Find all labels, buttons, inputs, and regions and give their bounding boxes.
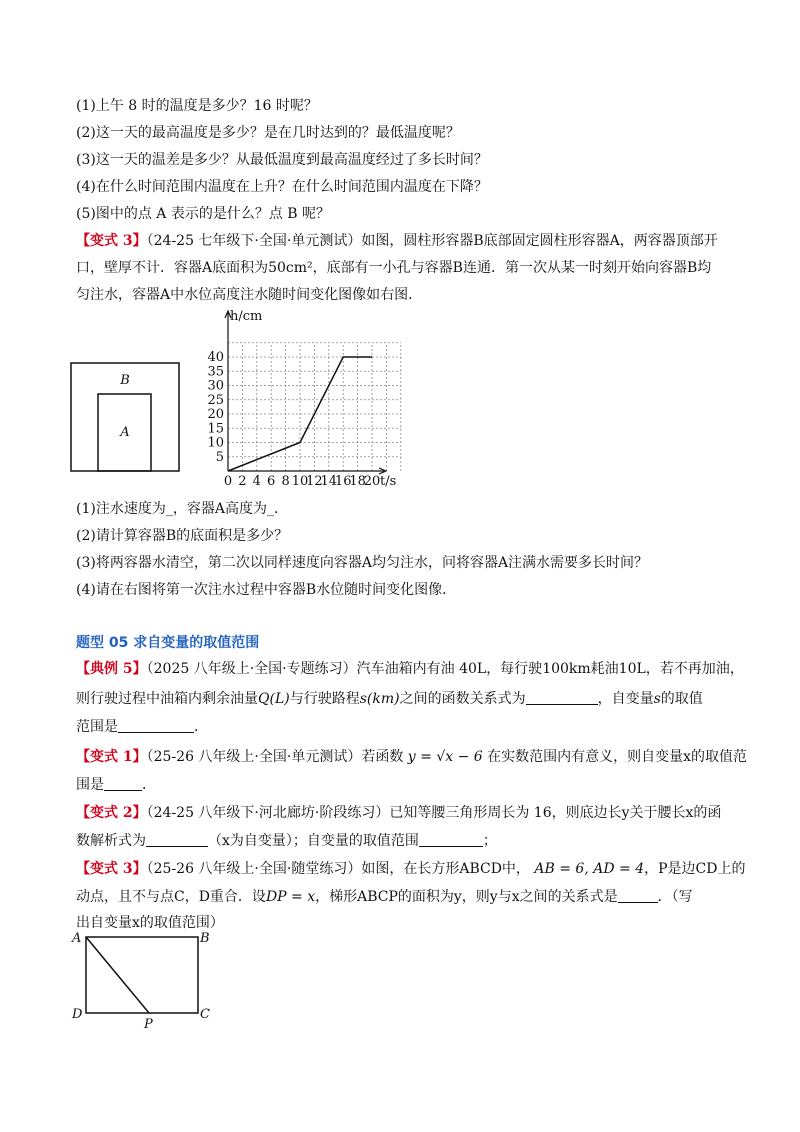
x-tick-label: 14 bbox=[320, 474, 338, 489]
y-tick-label: 30 bbox=[207, 378, 224, 394]
variant2-line2: 数解析式为 （x为自变量）；自变量的取值范围 ； bbox=[76, 833, 497, 849]
y-tick-label: 25 bbox=[207, 392, 224, 408]
x-tick-label: 20 bbox=[363, 474, 381, 489]
answer-blank[interactable] bbox=[104, 776, 142, 791]
variant3b-line1: 【变式 3】（25-26 八年级上·全国·随堂练习）如图，在长方形ABCD中， AB = 6, AD = 4，P是边CD上的 bbox=[76, 861, 746, 877]
container-figure bbox=[70, 362, 182, 474]
segment-ap bbox=[86, 937, 149, 1013]
point-d-label: D bbox=[72, 1007, 83, 1022]
variant3a-line1: 【变式 3】（24-25 七年级下·全国·单元测试）如图，圆柱形容器B底部固定圆柱形容器A，两容器顶部开 bbox=[76, 233, 718, 249]
variant1-line2: 围是 ． bbox=[76, 777, 156, 793]
variant3a-line3: 匀注水，容器A中水位高度注水随时间变化图像如右图． bbox=[76, 287, 423, 303]
water-level-chart bbox=[200, 305, 410, 490]
point-b-label: B bbox=[200, 931, 210, 946]
y-tick-label: 35 bbox=[207, 364, 224, 380]
y-tick-label: 15 bbox=[207, 421, 224, 437]
example5-line2: 则行驶过程中油箱内剩余油量Q(L)与行驶路程s(km)之间的函数关系式为 ，自变量s的取值 bbox=[76, 691, 703, 707]
variant3a-tag: 【变式 3】 bbox=[76, 233, 147, 249]
answer-blank[interactable] bbox=[146, 832, 208, 847]
example5-line1: 【典例 5】（2025 八年级上·全国·专题练习）汽车油箱内有油 40L，每行驶100km耗油10L，若不再加油， bbox=[76, 661, 744, 677]
section-heading: 题型 05 求自变量的取值范围 bbox=[76, 635, 260, 651]
container-b-label: B bbox=[120, 373, 130, 388]
question2-2: (2)请计算容器B的底面积是多少？ bbox=[76, 528, 289, 544]
answer-blank[interactable] bbox=[118, 718, 194, 733]
x-tick-label: 18 bbox=[349, 474, 366, 489]
rectangle-abcd bbox=[86, 937, 198, 1013]
x-tick-label: 10 bbox=[291, 474, 309, 489]
x-tick-label: 4 bbox=[252, 474, 261, 489]
question2-1: (1)注水速度为_，容器A高度为_． bbox=[76, 501, 288, 517]
example5-tag: 【典例 5】 bbox=[76, 661, 147, 677]
variant3b-line3: 出自变量x的取值范围） bbox=[76, 915, 224, 931]
x-tick-label: 8 bbox=[281, 474, 290, 489]
point-p-label: P bbox=[144, 1017, 153, 1030]
x-tick-label: 0 bbox=[223, 474, 233, 489]
variant3a-line2: 口，壁厚不计．容器A底面积为50cm²，底部有一小孔与容器B连通．第一次从某一时刻开始向容器B均 bbox=[76, 260, 712, 276]
answer-blank[interactable] bbox=[419, 832, 483, 847]
rectangle-figure bbox=[66, 926, 226, 1030]
y-tick-label: 10 bbox=[207, 435, 224, 451]
x-tick-label: 16 bbox=[334, 474, 352, 489]
question-3: (3)这一天的温差是多少？从最低温度到最高温度经过了多长时间？ bbox=[76, 152, 488, 168]
variant3b-line2: 动点，且不与点C，D重合．设DP = x，梯形ABCP的面积为y，则y与x之间的关系式是 ．（写 bbox=[76, 889, 693, 905]
variant3b-tag: 【变式 3】 bbox=[76, 861, 147, 877]
question2-3: (3)将两容器水清空，第二次以同样速度向容器A均匀注水，问将容器A注满水需要多长时间？ bbox=[76, 555, 649, 571]
answer-blank[interactable] bbox=[526, 690, 598, 705]
y-tick-label: 5 bbox=[215, 449, 224, 465]
x-tick-label: 12 bbox=[306, 474, 323, 489]
y-tick-label: 40 bbox=[207, 350, 224, 365]
y-tick-label: 20 bbox=[207, 407, 224, 422]
container-a-label: A bbox=[120, 425, 130, 440]
answer-blank[interactable] bbox=[618, 888, 658, 903]
example5-line3: 范围是 ． bbox=[76, 719, 208, 735]
chart-axes bbox=[225, 311, 386, 474]
chart-x-label: t/s bbox=[380, 474, 397, 489]
question-4: (4)在什么时间范围内温度在上升？在什么时间范围内温度在下降？ bbox=[76, 179, 488, 195]
question2-4: (4)请在右图将第一次注水过程中容器B水位随时间变化图像． bbox=[76, 582, 457, 598]
variant1-tag: 【变式 1】 bbox=[76, 749, 147, 765]
question-2: (2)这一天的最高温度是多少？是在几时达到的？最低温度呢？ bbox=[76, 125, 460, 141]
variant1-line1: 【变式 1】（25-26 八年级上·全国·单元测试）若函数 y = √x − 6 在实数范围内有意义，则自变量x的取值范 bbox=[76, 749, 748, 765]
question-5: (5)图中的点 A 表示的是什么？点 B 呢？ bbox=[76, 206, 331, 222]
chart-y-label: h/cm bbox=[230, 309, 263, 324]
chart-grid bbox=[228, 343, 401, 471]
x-tick-label: 6 bbox=[267, 474, 276, 489]
question-1: (1)上午 8 时的温度是多少？16 时呢？ bbox=[76, 98, 318, 114]
point-c-label: C bbox=[200, 1007, 210, 1022]
variant2-line1: 【变式 2】（24-25 八年级下·河北廊坊·阶段练习）已知等腰三角形周长为 16，则底边长y关于腰长x的函 bbox=[76, 805, 722, 821]
point-a-label: A bbox=[72, 931, 82, 946]
x-tick-label: 2 bbox=[238, 474, 247, 489]
variant2-tag: 【变式 2】 bbox=[76, 805, 147, 821]
